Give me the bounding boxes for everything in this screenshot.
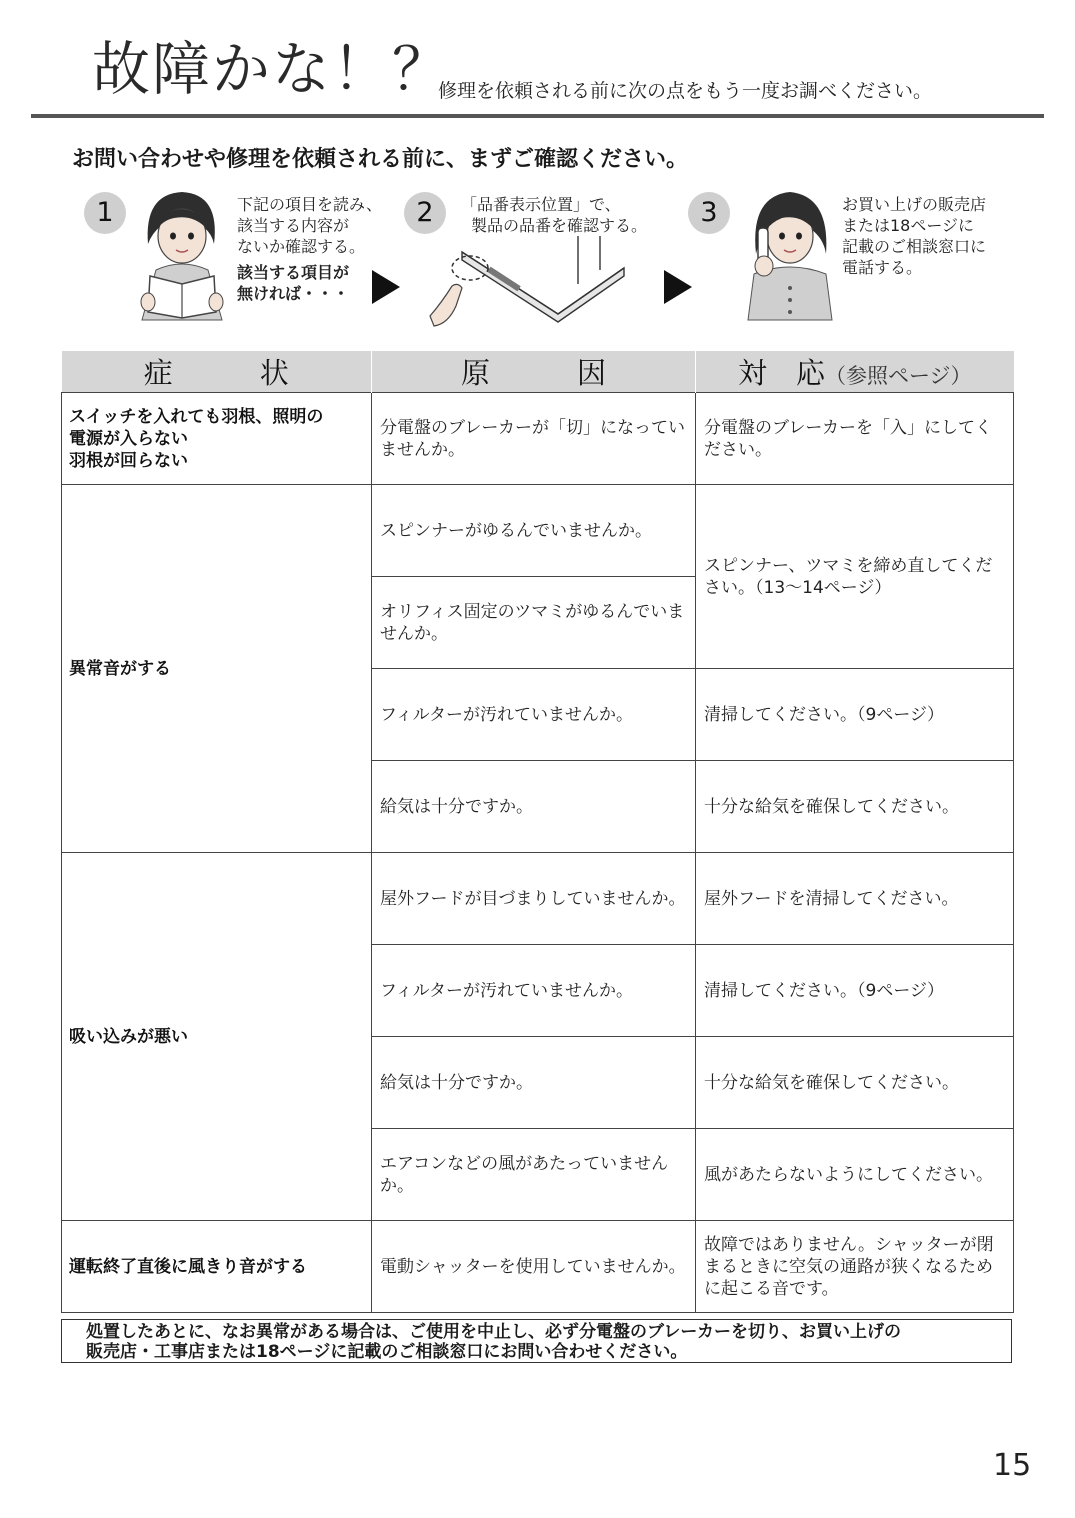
table-row bbox=[62, 1221, 1014, 1313]
table-row bbox=[62, 485, 1014, 577]
cause-cell: 給気は十分ですか。 bbox=[372, 1037, 696, 1129]
remedy-cell: 風があたらないようにしてください。 bbox=[696, 1129, 1014, 1221]
step-2-number: 2 bbox=[404, 192, 446, 234]
cause-cell: 分電盤のブレーカーが「切」になっていませんか。 bbox=[372, 393, 696, 485]
title-divider bbox=[31, 114, 1044, 118]
remedy-cell: スピンナー、ツマミを締め直してください。（13～14ページ） bbox=[696, 485, 1014, 669]
remedy-cell: 十分な給気を確保してください。 bbox=[696, 1037, 1014, 1129]
remedy-cell: 清掃してください。（9ページ） bbox=[696, 669, 1014, 761]
step-3-number: 3 bbox=[688, 192, 730, 234]
cause-cell: フィルターが汚れていませんか。 bbox=[372, 945, 696, 1037]
cause-cell: オリフィス固定のツマミがゆるんでいませんか。 bbox=[372, 577, 696, 669]
symptom-cell: 吸い込みが悪い bbox=[62, 853, 372, 1221]
remedy-cell: 十分な給気を確保してください。 bbox=[696, 761, 1014, 853]
step-arrow-1 bbox=[372, 270, 400, 304]
header-symptom: 症 状 bbox=[62, 351, 372, 393]
symptom-cell: 運転終了直後に風きり音がする bbox=[62, 1221, 372, 1313]
cause-cell: スピンナーがゆるんでいませんか。 bbox=[372, 485, 696, 577]
page-title: 故障かな！？ bbox=[92, 35, 453, 103]
remedy-cell: 清掃してください。（9ページ） bbox=[696, 945, 1014, 1037]
page-number: 15 bbox=[993, 1448, 1032, 1483]
cause-cell: エアコンなどの風があたっていませんか。 bbox=[372, 1129, 696, 1221]
troubleshooting-table bbox=[61, 351, 1014, 1313]
cause-cell: 電動シャッターを使用していませんか。 bbox=[372, 1221, 696, 1313]
step-2-text: 「品番表示位置」で、 製品の品番を確認する。 bbox=[461, 195, 648, 235]
header-cause: 原 因 bbox=[372, 351, 696, 393]
intro-text: お問い合わせや修理を依頼される前に、まずご確認ください。 bbox=[72, 147, 689, 172]
woman-on-phone-illustration bbox=[744, 184, 836, 322]
caution-note: 処置したあとに、なお異常がある場合は、ご使用を中止し、必ず分電盤のブレーカーを切り、お買い上げの 販売店・工事店または18ページに記載のご相談窓口にお問い合わせください。 bbox=[61, 1319, 1012, 1363]
remedy-cell: 屋外フードを清掃してください。 bbox=[696, 853, 1014, 945]
cause-cell: 屋外フードが目づまりしていませんか。 bbox=[372, 853, 696, 945]
remedy-cell: 故障ではありません。シャッターが閉まるときに空気の通路が狭くなるために起こる音です。 bbox=[696, 1221, 1014, 1313]
step-1-text: 下記の項目を読み、 該当する内容が ないか確認する。 該当する項目が 無ければ・・・ bbox=[237, 195, 382, 303]
product-label-location-illustration bbox=[428, 236, 628, 331]
cause-cell: フィルターが汚れていませんか。 bbox=[372, 669, 696, 761]
symptom-cell: スイッチを入れても羽根、照明の 電源が入らない 羽根が回らない bbox=[62, 393, 372, 485]
step-1-number: 1 bbox=[84, 192, 126, 234]
page-subtitle: 修理を依頼される前に次の点をもう一度お調べください。 bbox=[438, 80, 933, 102]
table-header-row bbox=[62, 351, 1014, 393]
woman-reading-illustration bbox=[134, 184, 230, 322]
table-row bbox=[62, 393, 1014, 485]
header-remedy: 対 応（参照ページ） bbox=[696, 351, 1014, 393]
cause-cell: 給気は十分ですか。 bbox=[372, 761, 696, 853]
step-3-text: お買い上げの販売店 または18ページに 記載のご相談窓口に 電話する。 bbox=[842, 195, 987, 277]
symptom-cell: 異常音がする bbox=[62, 485, 372, 853]
table-row bbox=[62, 853, 1014, 945]
step-arrow-2 bbox=[664, 270, 692, 304]
remedy-cell: 分電盤のブレーカーを「入」にしてください。 bbox=[696, 393, 1014, 485]
